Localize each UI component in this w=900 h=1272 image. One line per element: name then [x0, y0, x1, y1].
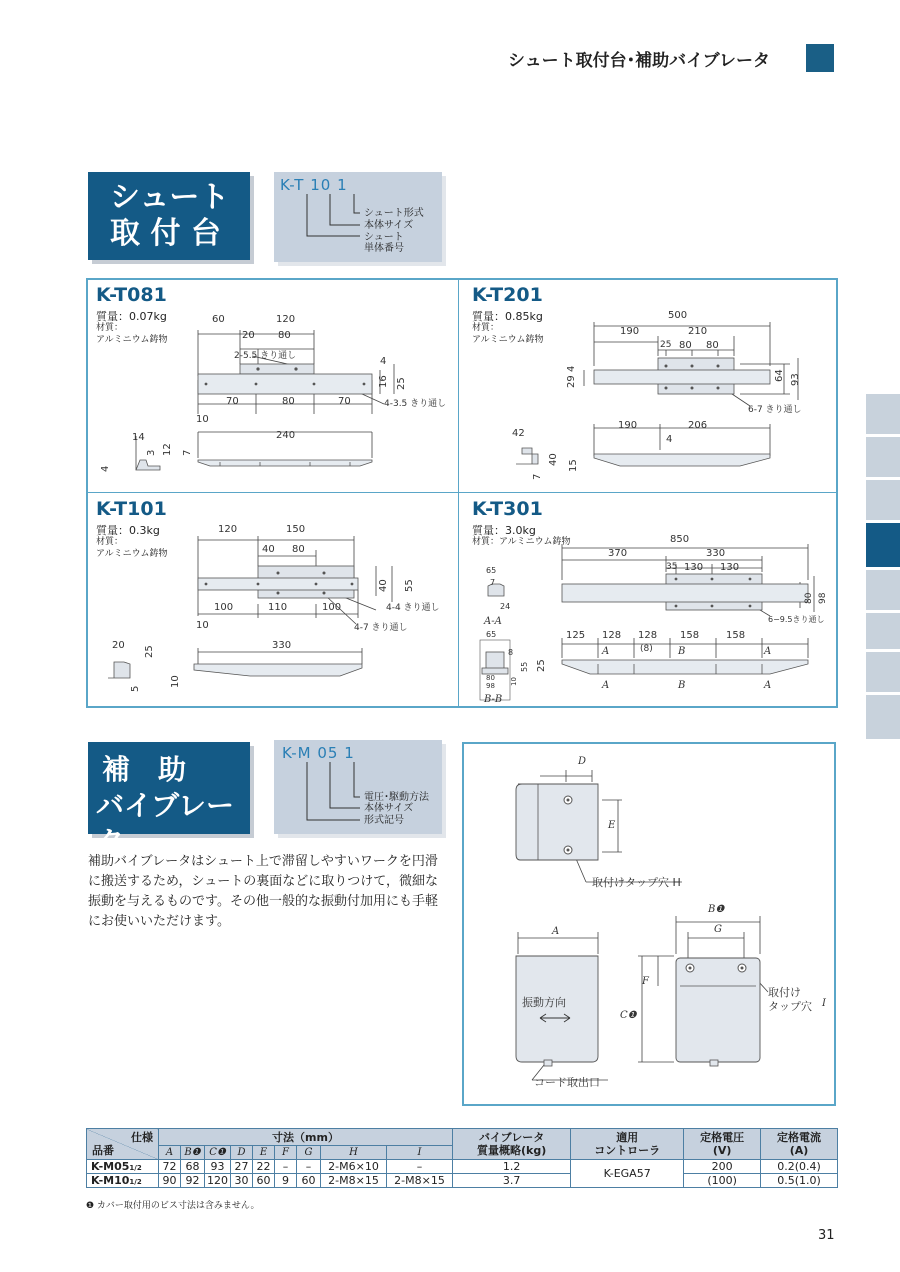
mass-kt081: 質量：0.07kg: [96, 310, 167, 323]
section-marker: B: [678, 646, 686, 657]
dim-label: 10: [196, 414, 209, 425]
material-value: アルミニウム鋳物: [472, 335, 544, 345]
dim-label: 40: [262, 544, 275, 555]
dim-label: 120: [218, 524, 238, 535]
dim-label: 98: [486, 682, 495, 690]
cell: 90: [159, 1174, 181, 1188]
cell: 60: [297, 1174, 321, 1188]
model-code-box-vibrator: [274, 740, 442, 834]
cell-current: 0.2(0.4): [761, 1160, 838, 1174]
dim-label: 20: [112, 640, 125, 651]
section-marker: A: [602, 680, 610, 691]
section-title-line1: 補 助: [102, 753, 187, 786]
header-mass: [453, 1129, 571, 1160]
cell: 2-M6×10: [321, 1160, 387, 1174]
header-controller-line1: 適用: [616, 1131, 639, 1144]
model-kt081: K-T081: [96, 284, 167, 306]
dim-label: 8: [508, 648, 514, 657]
vib-label-i: I: [822, 998, 826, 1009]
dim-label: 42: [512, 428, 525, 439]
model-kt301: K-T301: [472, 498, 543, 520]
panel-horizontal-divider: [88, 492, 836, 493]
vib-label-vibration-direction: 振動方向: [522, 996, 566, 1009]
code-label-size: 本体サイズ: [364, 803, 414, 814]
dim-label: 10: [170, 675, 181, 688]
dim-label: 850: [670, 534, 690, 545]
dim-label: 80: [278, 330, 291, 341]
dim-label: 70: [226, 396, 239, 407]
dim-label: 80: [486, 674, 495, 682]
side-tab[interactable]: [866, 437, 900, 477]
dim-label: 125: [566, 630, 586, 641]
code-label-size: 本体サイズ: [364, 220, 414, 231]
cell: 68: [181, 1160, 205, 1174]
cell-controller: K-EGA57: [571, 1160, 684, 1188]
model-code: K-T 10 1: [280, 176, 348, 194]
col-g: G: [297, 1146, 321, 1160]
dim-label: 29: [566, 375, 577, 388]
material-value: アルミニウム鋳物: [96, 335, 168, 345]
cell-current: 0.5(1.0): [761, 1174, 838, 1188]
header-spec: 仕様: [131, 1131, 153, 1144]
header-square: [806, 44, 834, 72]
section-title-aux-vibrator: [88, 742, 250, 858]
header-controller-line2: コントローラ: [594, 1144, 661, 1157]
dim-label: 4: [566, 365, 577, 372]
section-title-line1: シュート: [110, 180, 230, 215]
cell: 9: [275, 1174, 297, 1188]
dim-label: 25: [144, 645, 155, 658]
part-number: K-M10: [91, 1174, 130, 1187]
col-d: D: [231, 1146, 253, 1160]
dim-label: 128: [638, 630, 658, 641]
dim-label: 210: [688, 326, 708, 337]
model-kt201: K-T201: [472, 284, 543, 306]
mass-kt201: 質量：0.85kg: [472, 310, 543, 323]
dim-label: (8): [640, 644, 653, 654]
dim-label: 80: [679, 340, 692, 351]
dim-label: 4: [380, 356, 387, 367]
dim-label: 14: [132, 432, 145, 443]
dim-label: 190: [620, 326, 640, 337]
vib-label-g: G: [714, 924, 722, 935]
dim-label: 190: [618, 420, 638, 431]
dim-label: 35: [666, 562, 678, 572]
vib-label-cord-outlet: コード取出口: [534, 1076, 600, 1089]
header-current-line2: (A): [789, 1144, 809, 1157]
table-footnote: ❶ カバー取付用のビス寸法は含みません。: [86, 1201, 260, 1211]
dim-label: 120: [276, 314, 296, 325]
cell-voltage: (100): [684, 1174, 761, 1188]
side-tab[interactable]: [866, 394, 900, 434]
cell-mass: 1.2: [453, 1160, 571, 1174]
section-title-chute-mount: [88, 172, 250, 260]
dim-label: 370: [608, 548, 628, 559]
side-tab-active[interactable]: [866, 523, 900, 567]
panel-vertical-divider: [458, 280, 459, 706]
dim-label: 65: [486, 566, 497, 575]
dim-label: 206: [688, 420, 708, 431]
vib-label-mount: 取付け: [768, 986, 801, 999]
dim-label: 500: [668, 310, 688, 321]
dim-label: 4: [100, 465, 111, 472]
cell: 72: [159, 1160, 181, 1174]
vib-label-d: D: [578, 756, 587, 767]
dim-label: 5: [130, 685, 141, 692]
dim-label: 25: [396, 377, 407, 390]
section-marker: A: [602, 646, 610, 657]
cell: –: [297, 1160, 321, 1174]
model-code: K-M 05 1: [282, 744, 355, 762]
col-f: F: [275, 1146, 297, 1160]
dim-label: 330: [706, 548, 726, 559]
side-tab[interactable]: [866, 570, 900, 610]
dim-label: 10: [196, 620, 209, 631]
dim-label: 70: [338, 396, 351, 407]
section-title-line2: 取 付 台: [110, 216, 221, 251]
dim-label: 16: [378, 375, 389, 388]
dim-label: 20: [242, 330, 255, 341]
code-label-voltage: 電圧･駆動方法: [364, 792, 429, 803]
dim-label: 158: [726, 630, 746, 641]
dim-label: 240: [276, 430, 296, 441]
col-a: A: [159, 1146, 181, 1160]
dim-label: 6−9.5きり通し: [768, 615, 825, 624]
code-label-chute: シュート: [364, 232, 404, 243]
material-kt081: [96, 322, 168, 346]
header-voltage: [684, 1129, 761, 1160]
dim-label: 150: [286, 524, 306, 535]
cell: 22: [253, 1160, 275, 1174]
material-kt301: 材質：アルミニウム鋳物: [472, 537, 571, 547]
vib-label-tap-hole: タップ穴: [768, 1000, 812, 1013]
dim-label: 80: [804, 592, 814, 604]
dim-label: 4-3.5 きり通し: [384, 399, 447, 409]
side-tab[interactable]: [866, 695, 900, 739]
dim-label: 25: [536, 659, 547, 672]
header-current: [761, 1129, 838, 1160]
cell: –: [275, 1160, 297, 1174]
dim-label: 4-4 きり通し: [386, 603, 440, 613]
col-i: I: [387, 1146, 453, 1160]
dim-label: 330: [272, 640, 292, 651]
header-voltage-line2: (V): [712, 1144, 732, 1157]
code-leader-lines: [274, 740, 442, 834]
section-label: A-A: [484, 616, 502, 627]
cell: 27: [231, 1160, 253, 1174]
col-h: H: [321, 1146, 387, 1160]
dim-label: 93: [790, 373, 801, 386]
dim-label: 64: [774, 369, 785, 382]
vib-label-a: A: [552, 926, 560, 937]
page-number: 31: [818, 1228, 835, 1243]
cell-part: [87, 1160, 159, 1174]
dim-label: 40: [548, 453, 559, 466]
header-controller: [571, 1129, 684, 1160]
col-c: C❶: [205, 1146, 231, 1160]
header-dimensions: 寸法（mm）: [159, 1129, 453, 1146]
col-e: E: [253, 1146, 275, 1160]
material-label: 材質：: [96, 537, 124, 547]
section-marker: B: [678, 680, 686, 691]
dim-label: 6-7 きり通し: [748, 405, 802, 415]
col-b: B❶: [181, 1146, 205, 1160]
part-suffix: 1/2: [129, 1164, 142, 1172]
dim-label: 15: [568, 459, 579, 472]
cell: –: [387, 1160, 453, 1174]
dim-label: 55: [404, 579, 415, 592]
table-row: [87, 1174, 838, 1188]
page-header-title: シュート取付台･補助バイブレータ: [508, 51, 770, 71]
header-voltage-line1: 定格電圧: [700, 1131, 745, 1144]
dim-label: 80: [282, 396, 295, 407]
vib-label-e: E: [608, 820, 616, 831]
dim-label: 7: [532, 473, 543, 480]
dim-label: 12: [162, 443, 173, 456]
vib-label-b: B❶: [708, 904, 725, 915]
vibrator-description: 補助バイブレータはシュート上で滞留しやすいワークを円滑に搬送するため，シュートの裏面などに取りつけて，微細な振動を与えるものです。その他一般的な振動付加用にも手軽にお使いいただけます。: [88, 854, 438, 929]
part-suffix: 1/2: [129, 1178, 142, 1186]
dim-label: 158: [680, 630, 700, 641]
model-code-box: [274, 172, 442, 262]
cell: 30: [231, 1174, 253, 1188]
code-label-type: シュート形式: [364, 208, 424, 219]
header-mass-line2: 質量概略(kg): [476, 1144, 547, 1157]
cell: 2-M8×15: [387, 1174, 453, 1188]
header-mass-line1: バイブレータ: [479, 1131, 545, 1144]
table-row: [87, 1160, 838, 1174]
dim-label: 7: [490, 578, 496, 587]
cell: 92: [181, 1174, 205, 1188]
dim-label: 7: [182, 449, 193, 456]
dim-label: 25: [660, 340, 672, 350]
code-label-type-symbol: 形式記号: [364, 815, 404, 826]
header-current-line1: 定格電流: [777, 1131, 822, 1144]
dim-label: 10: [510, 677, 518, 686]
dim-label: 130: [684, 562, 704, 573]
dim-label: 80: [706, 340, 719, 351]
mass-kt301: 質量：3.0kg: [472, 524, 536, 537]
section-marker: A: [764, 646, 772, 657]
dim-label: 130: [720, 562, 740, 573]
material-label: 材質：: [472, 323, 500, 333]
spec-table: [86, 1128, 838, 1188]
vib-label-f: F: [642, 976, 649, 987]
table-corner-header: [87, 1129, 159, 1160]
dim-label: 128: [602, 630, 622, 641]
dim-label: 55: [520, 661, 529, 672]
vib-label-c: C❶: [620, 1010, 637, 1021]
dim-label: 65: [486, 630, 497, 639]
drawing-kt201: [580, 316, 810, 480]
side-tab[interactable]: [866, 613, 900, 649]
side-tab[interactable]: [866, 480, 900, 520]
cell: 2-M8×15: [321, 1174, 387, 1188]
part-number: K-M05: [91, 1160, 130, 1173]
dim-label: 100: [214, 602, 234, 613]
dim-label: 24: [500, 602, 511, 611]
section-title-line2: バイブレータ: [96, 789, 235, 858]
dim-label: 2-5.5 きり通し: [234, 351, 297, 361]
section-marker: A: [764, 680, 772, 691]
cell: 120: [205, 1174, 231, 1188]
dim-label: 110: [268, 602, 288, 613]
cell: 60: [253, 1174, 275, 1188]
material-label: 材質：: [96, 323, 124, 333]
dim-label: 98: [818, 592, 828, 604]
material-kt201: [472, 322, 544, 346]
vibrator-drawing: [462, 742, 836, 1106]
dim-label: 4: [666, 434, 673, 445]
cell-voltage: 200: [684, 1160, 761, 1174]
cell: 93: [205, 1160, 231, 1174]
dim-label: 60: [212, 314, 225, 325]
mass-kt101: 質量：0.3kg: [96, 524, 160, 537]
dim-label: 100: [322, 602, 342, 613]
side-tab[interactable]: [866, 652, 900, 692]
cell-mass: 3.7: [453, 1174, 571, 1188]
code-label-unit-number: 単体番号: [364, 243, 404, 254]
cell-part: [87, 1174, 159, 1188]
model-kt101: K-T101: [96, 498, 167, 520]
dim-label: 4-7 きり通し: [354, 623, 408, 633]
section-label: B-B: [484, 694, 503, 705]
material-value: アルミニウム鋳物: [96, 549, 168, 559]
vib-label-mount-tap-h: 取付けタップ穴 H: [592, 876, 681, 889]
dim-label: 3: [146, 449, 157, 456]
header-part-number: 品番: [92, 1144, 114, 1157]
dim-label: 80: [292, 544, 305, 555]
dim-label: 40: [378, 579, 389, 592]
material-kt101: [96, 536, 168, 560]
